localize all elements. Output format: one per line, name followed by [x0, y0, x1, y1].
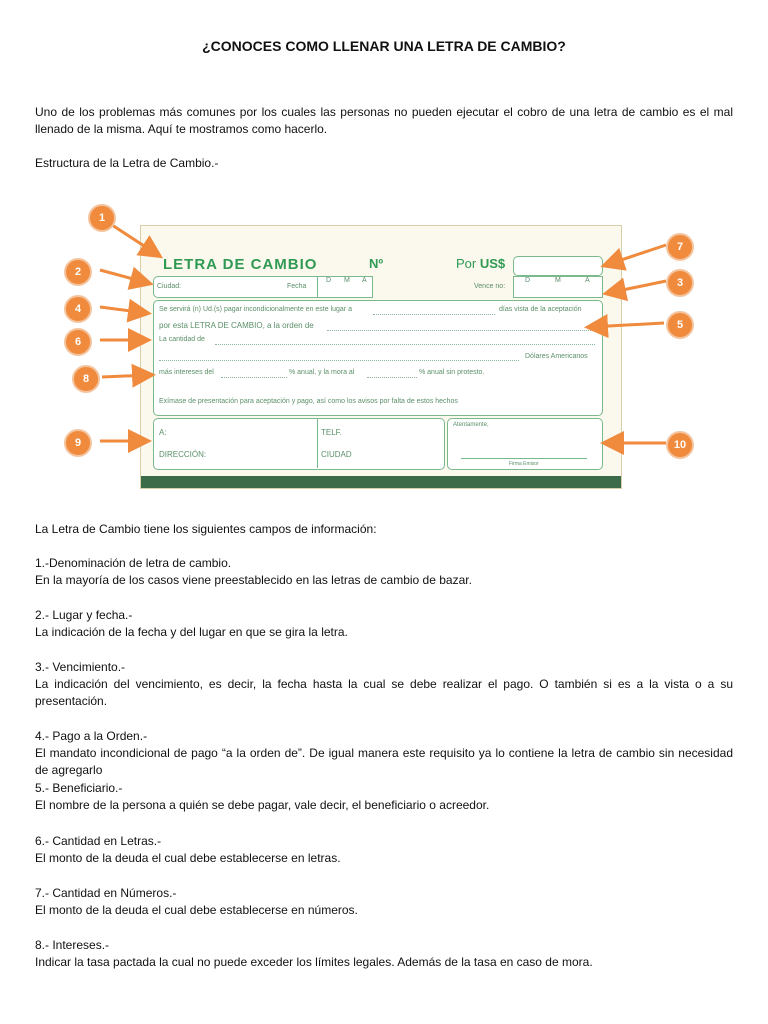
form-line-5-mid: % anual, y la mora al [289, 369, 355, 376]
callout-10: 10 [666, 431, 694, 459]
form-amount-prefix: Por [456, 256, 477, 271]
form-line-1: Se servirá (n) Ud.(s) pagar incondicionalmente en este lugar a [159, 306, 352, 313]
form-due-label: Vence no: [474, 283, 506, 290]
form-signature-label: Atentamente, [453, 422, 489, 428]
form-due-a: A [585, 277, 590, 284]
item-2 [35, 607, 733, 641]
callout-9: 9 [64, 429, 92, 457]
form-line-5: más intereses del [159, 369, 214, 376]
form-line-2: por esta LETRA DE CAMBIO, a la orden de [159, 321, 314, 330]
item-text: Indicar la tasa pactada la cual no puede exceder los límites legales. Además de la tasa en caso de mora. [35, 955, 593, 969]
item-1 [35, 555, 733, 589]
item-6 [35, 833, 733, 867]
item-3 [35, 659, 733, 710]
arrow-7 [606, 245, 666, 265]
item-heading: 8.- Intereses.- [35, 938, 110, 952]
form-line-5-end: % anual sin protesto. [419, 369, 485, 376]
item-text: La indicación de la fecha y del lugar en que se gira la letra. [35, 625, 348, 639]
arrow-2 [100, 270, 148, 283]
item-text: En la mayoría de los casos viene preestablecido en las letras de cambio de bazar. [35, 573, 472, 587]
item-text: La indicación del vencimiento, es decir, la fecha hasta la cual se debe realizar el pago. O también si es a la vista o a su presentación. [35, 677, 733, 708]
form-due-d: D [525, 277, 531, 284]
arrow-3 [608, 281, 666, 293]
arrow-4 [100, 307, 146, 313]
item-text: El mandato incondicional de pago “a la orden de”. De igual manera este requisito ya lo contiene la letra de cambio sin necesidad de agregarlo [35, 746, 733, 777]
item-8 [35, 937, 733, 971]
form-heading: LETRA DE CAMBIO [163, 256, 318, 273]
callout-4: 4 [64, 295, 92, 323]
item-heading: 5.- Beneficiario.- [35, 781, 123, 795]
item-heading: 4.- Pago a la Orden.- [35, 729, 148, 743]
item-text: El monto de la deuda el cual debe establecerse en letras. [35, 851, 341, 865]
form-to-label: A: [159, 428, 167, 437]
page-title: ¿CONOCES COMO LLENAR UNA LETRA DE CAMBIO? [202, 38, 566, 54]
form-address-label: DIRECCIÓN: [159, 450, 207, 459]
form-number-label: Nº [369, 256, 384, 271]
form-due-m: M [555, 277, 561, 284]
arrow-1 [112, 225, 158, 255]
intro-paragraph: Uno de los problemas más comunes por los cuales las personas no pueden ejecutar el cobro de una letra de cambio es el mal llenado de la misma. Aquí te mostramos como hacerlo. [35, 105, 733, 136]
arrow-8 [102, 375, 150, 377]
form-phone-label: TELF. [321, 428, 342, 437]
callout-1: 1 [88, 204, 116, 232]
form-city-label: Ciudad: [157, 283, 182, 290]
callout-5: 5 [666, 311, 694, 339]
letra-de-cambio-figure [60, 195, 710, 495]
form-line-4-end: Dólares Americanos [525, 353, 588, 360]
callout-7: 7 [666, 233, 694, 261]
callout-arrows [60, 195, 710, 495]
form-date-a: A [362, 277, 367, 284]
structure-heading: Estructura de la Letra de Cambio.- [35, 156, 219, 170]
form-line-3: La cantidad de [159, 336, 205, 343]
item-5 [35, 780, 733, 814]
item-4 [35, 728, 733, 779]
item-heading: 2.- Lugar y fecha.- [35, 608, 133, 622]
item-7 [35, 885, 733, 919]
arrow-5 [590, 323, 664, 327]
item-heading: 3.- Vencimiento.- [35, 660, 126, 674]
item-heading: 6.- Cantidad en Letras.- [35, 834, 162, 848]
callout-3: 3 [666, 269, 694, 297]
form-amount-currency: US$ [479, 256, 506, 271]
item-text: El monto de la deuda el cual debe establecerse en números. [35, 903, 358, 917]
item-heading: 1.-Denominación de letra de cambio. [35, 556, 232, 570]
callout-6: 6 [64, 328, 92, 356]
form-date-label: Fecha [287, 283, 307, 290]
form-signature-caption: Firma Emisor [509, 461, 539, 467]
callout-2: 2 [64, 258, 92, 286]
form-city2-label: CIUDAD [321, 450, 352, 459]
fields-intro: La Letra de Cambio tiene los siguientes campos de información: [35, 522, 377, 536]
form-date-m: M [344, 277, 350, 284]
form-line-6: Exímase de presentación para aceptación y pago, así como los avisos por falta de estos hechos [159, 398, 458, 405]
item-heading: 7.- Cantidad en Números.- [35, 886, 177, 900]
form-date-d: D [326, 277, 332, 284]
item-text: El nombre de la persona a quién se debe pagar, vale decir, el beneficiario o acreedor. [35, 798, 490, 812]
callout-8: 8 [72, 365, 100, 393]
form-line-1-end: días vista de la aceptación [499, 306, 582, 313]
